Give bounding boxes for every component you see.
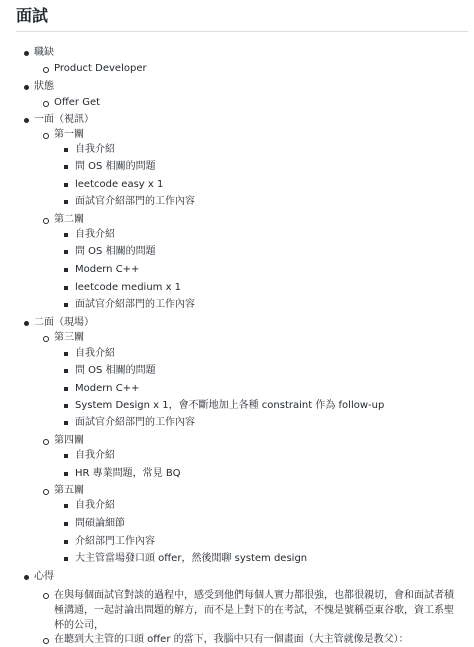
square-bullet-icon (64, 540, 68, 544)
outline-item-level-3: 自我介紹 (75, 348, 115, 359)
outline-item-level-2: Offer Get (54, 97, 101, 108)
square-bullet-icon (64, 286, 68, 290)
square-bullet-icon (64, 522, 68, 526)
disc-bullet-icon (24, 85, 29, 90)
page-title: 面試 (16, 6, 49, 25)
outline-item-level-2: 第四關 (54, 435, 84, 446)
outline-item-level-3: 大主管當場發口頭 offer，然後閒聊 system design (75, 553, 308, 564)
circle-bullet-icon (43, 638, 49, 644)
outline-item-level-1: 心得 (34, 571, 54, 582)
outline-item-level-3: 面試官介紹部門的工作內容 (75, 299, 195, 310)
outline-item-level-2: 第五關 (54, 485, 84, 496)
outline-item-level-3: 自我介紹 (75, 450, 115, 461)
square-bullet-icon (64, 250, 68, 254)
square-bullet-icon (64, 165, 68, 169)
title-divider (16, 31, 468, 32)
square-bullet-icon (64, 557, 68, 561)
circle-bullet-icon (43, 336, 49, 342)
outline-item-level-3: 介紹部門工作內容 (75, 536, 155, 547)
outline-item-level-2: 在聽到大主管的口頭 offer 的當下，我腦中只有一個畫面（大主管就像是教父）： (54, 634, 409, 645)
outline-item-level-3: leetcode medium x 1 (75, 282, 182, 293)
outline-item-level-2: 第一關 (54, 129, 84, 140)
square-bullet-icon (64, 387, 68, 391)
square-bullet-icon (64, 454, 68, 458)
circle-bullet-icon (43, 439, 49, 445)
square-bullet-icon (64, 303, 68, 307)
square-bullet-icon (64, 369, 68, 373)
circle-bullet-icon (43, 218, 49, 224)
square-bullet-icon (64, 504, 68, 508)
circle-bullet-icon (43, 133, 49, 139)
square-bullet-icon (64, 268, 68, 272)
outline-item-level-3: 自我介紹 (75, 144, 115, 155)
square-bullet-icon (64, 472, 68, 476)
outline-item-level-3: Modern C++ (75, 383, 140, 394)
outline-item-level-3: 面試官介紹部門的工作內容 (75, 417, 195, 428)
circle-bullet-icon (43, 593, 49, 599)
outline-item-level-3: 自我介紹 (75, 229, 115, 240)
square-bullet-icon (64, 352, 68, 356)
disc-bullet-icon (24, 575, 29, 580)
square-bullet-icon (64, 233, 68, 237)
circle-bullet-icon (43, 101, 49, 107)
outline-item-level-2: Product Developer (54, 63, 147, 74)
outline-item-level-3: HR 專業問題，常見 BQ (75, 468, 181, 479)
outline-item-level-3: Modern C++ (75, 264, 140, 275)
outline-item-level-3: System Design x 1，會不斷地加上各種 constraint 作為 follow-up (75, 400, 385, 411)
outline-item-level-1: 二面（現場） (34, 317, 94, 328)
square-bullet-icon (64, 421, 68, 425)
outline-item-level-2: 第三關 (54, 332, 84, 343)
outline-item-level-3: 問碩論細節 (75, 518, 125, 529)
disc-bullet-icon (24, 118, 29, 123)
outline-item-level-3: leetcode easy x 1 (75, 179, 164, 190)
outline-item-level-1: 狀態 (34, 81, 54, 92)
disc-bullet-icon (24, 321, 29, 326)
outline-item-level-3: 問 OS 相關的問題 (75, 246, 156, 257)
square-bullet-icon (64, 200, 68, 204)
outline-item-level-2: 在與每個面試官對談的過程中，感受到他們每個人實力都很強，也都很親切，會和面試者積極溝通，一起討論出問題的解方，而不是上對下的在考試，不愧是號稱亞東谷歌，資工系聖杯的公司， (54, 590, 454, 631)
outline-item-level-1: 職缺 (34, 47, 54, 58)
circle-bullet-icon (43, 67, 49, 73)
circle-bullet-icon (43, 489, 49, 495)
outline-item-level-2: 第二關 (54, 214, 84, 225)
square-bullet-icon (64, 148, 68, 152)
outline-item-level-3: 面試官介紹部門的工作內容 (75, 196, 195, 207)
disc-bullet-icon (24, 51, 29, 56)
outline-item-level-3: 問 OS 相關的問題 (75, 161, 156, 172)
square-bullet-icon (64, 183, 68, 187)
square-bullet-icon (64, 404, 68, 408)
outline-item-level-1: 一面（視訊） (34, 114, 94, 125)
outline-item-level-3: 問 OS 相關的問題 (75, 365, 156, 376)
outline-item-level-3: 自我介紹 (75, 500, 115, 511)
